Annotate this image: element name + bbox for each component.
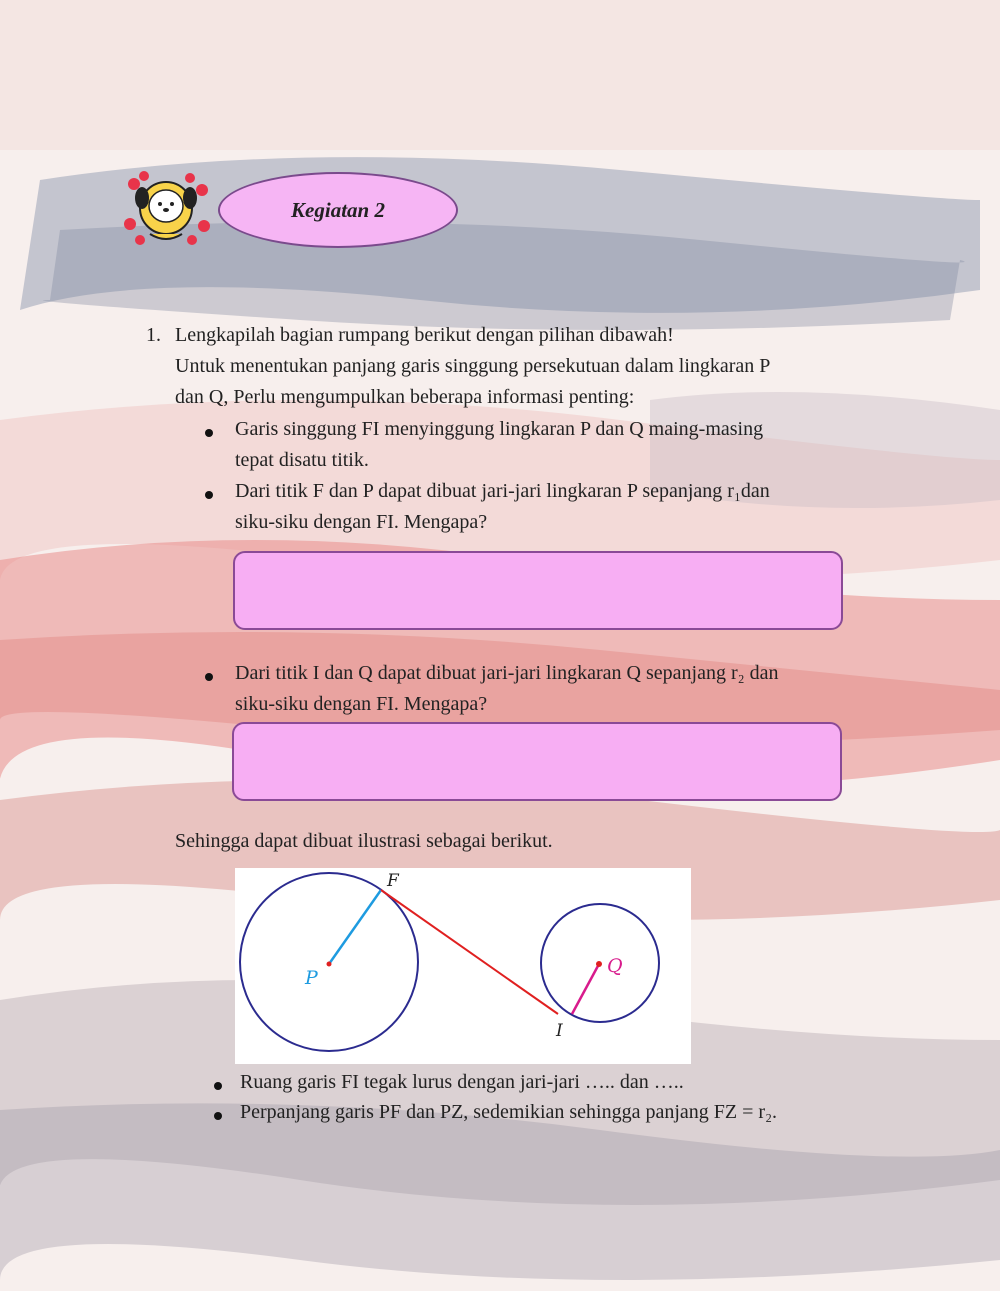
fill-in-bullet: Perpanjang garis PF dan PZ, sedemikian sehingga panjang FZ = r₂. [240,1101,778,1123]
question-number: 1. [146,324,161,346]
point-q [596,961,602,967]
answer-box-2[interactable] [232,722,842,801]
point-p [327,962,332,967]
bullet-dot [214,1112,222,1120]
tangent-figure-svg [235,868,691,1064]
fill-in-bullet: Ruang garis FI tegak lurus dengan jari-jari ….. dan ….. [240,1071,684,1093]
label-p: P [305,967,318,989]
info-bullet-line: Garis singgung FI menyinggung lingkaran P dan Q maing-masing [235,418,764,440]
answer-box-1[interactable] [233,551,843,630]
bullet-dot [205,673,213,681]
question-text-line: Untuk menentukan panjang garis singgung persekutuan dalam lingkaran P [175,355,771,377]
label-f: F [387,871,399,891]
tangent-illustration [235,868,691,1064]
tangent-line-fi [381,890,558,1014]
bullet-dot [205,491,213,499]
info-bullet-line: Dari titik F dan P dapat dibuat jari-jari lingkaran P sepanjang r₁dan [235,480,770,502]
info-bullet-line: siku-siku dengan FI. Mengapa? [235,693,488,715]
mascot-sticker [120,164,212,248]
info-bullet-line: tepat disatu titik. [235,449,369,471]
radius-qi [572,964,599,1014]
question-text-line: dan Q, Perlu mengumpulkan beberapa informasi penting: [175,386,635,408]
illustration-intro: Sehingga dapat dibuat ilustrasi sebagai berikut. [175,830,553,852]
info-bullet-line: siku-siku dengan FI. Mengapa? [235,511,488,533]
activity-title: Kegiatan 2 [218,172,458,248]
info-bullet-line: Dari titik I dan Q dapat dibuat jari-jari lingkaran Q sepanjang r₂ dan [235,662,779,684]
label-i: I [556,1021,563,1041]
bullet-dot [205,429,213,437]
label-q: Q [607,955,623,977]
question-instruction: Lengkapilah bagian rumpang berikut dengan pilihan dibawah! [175,324,674,346]
bullet-dot [214,1082,222,1090]
radius-pf [329,890,381,964]
